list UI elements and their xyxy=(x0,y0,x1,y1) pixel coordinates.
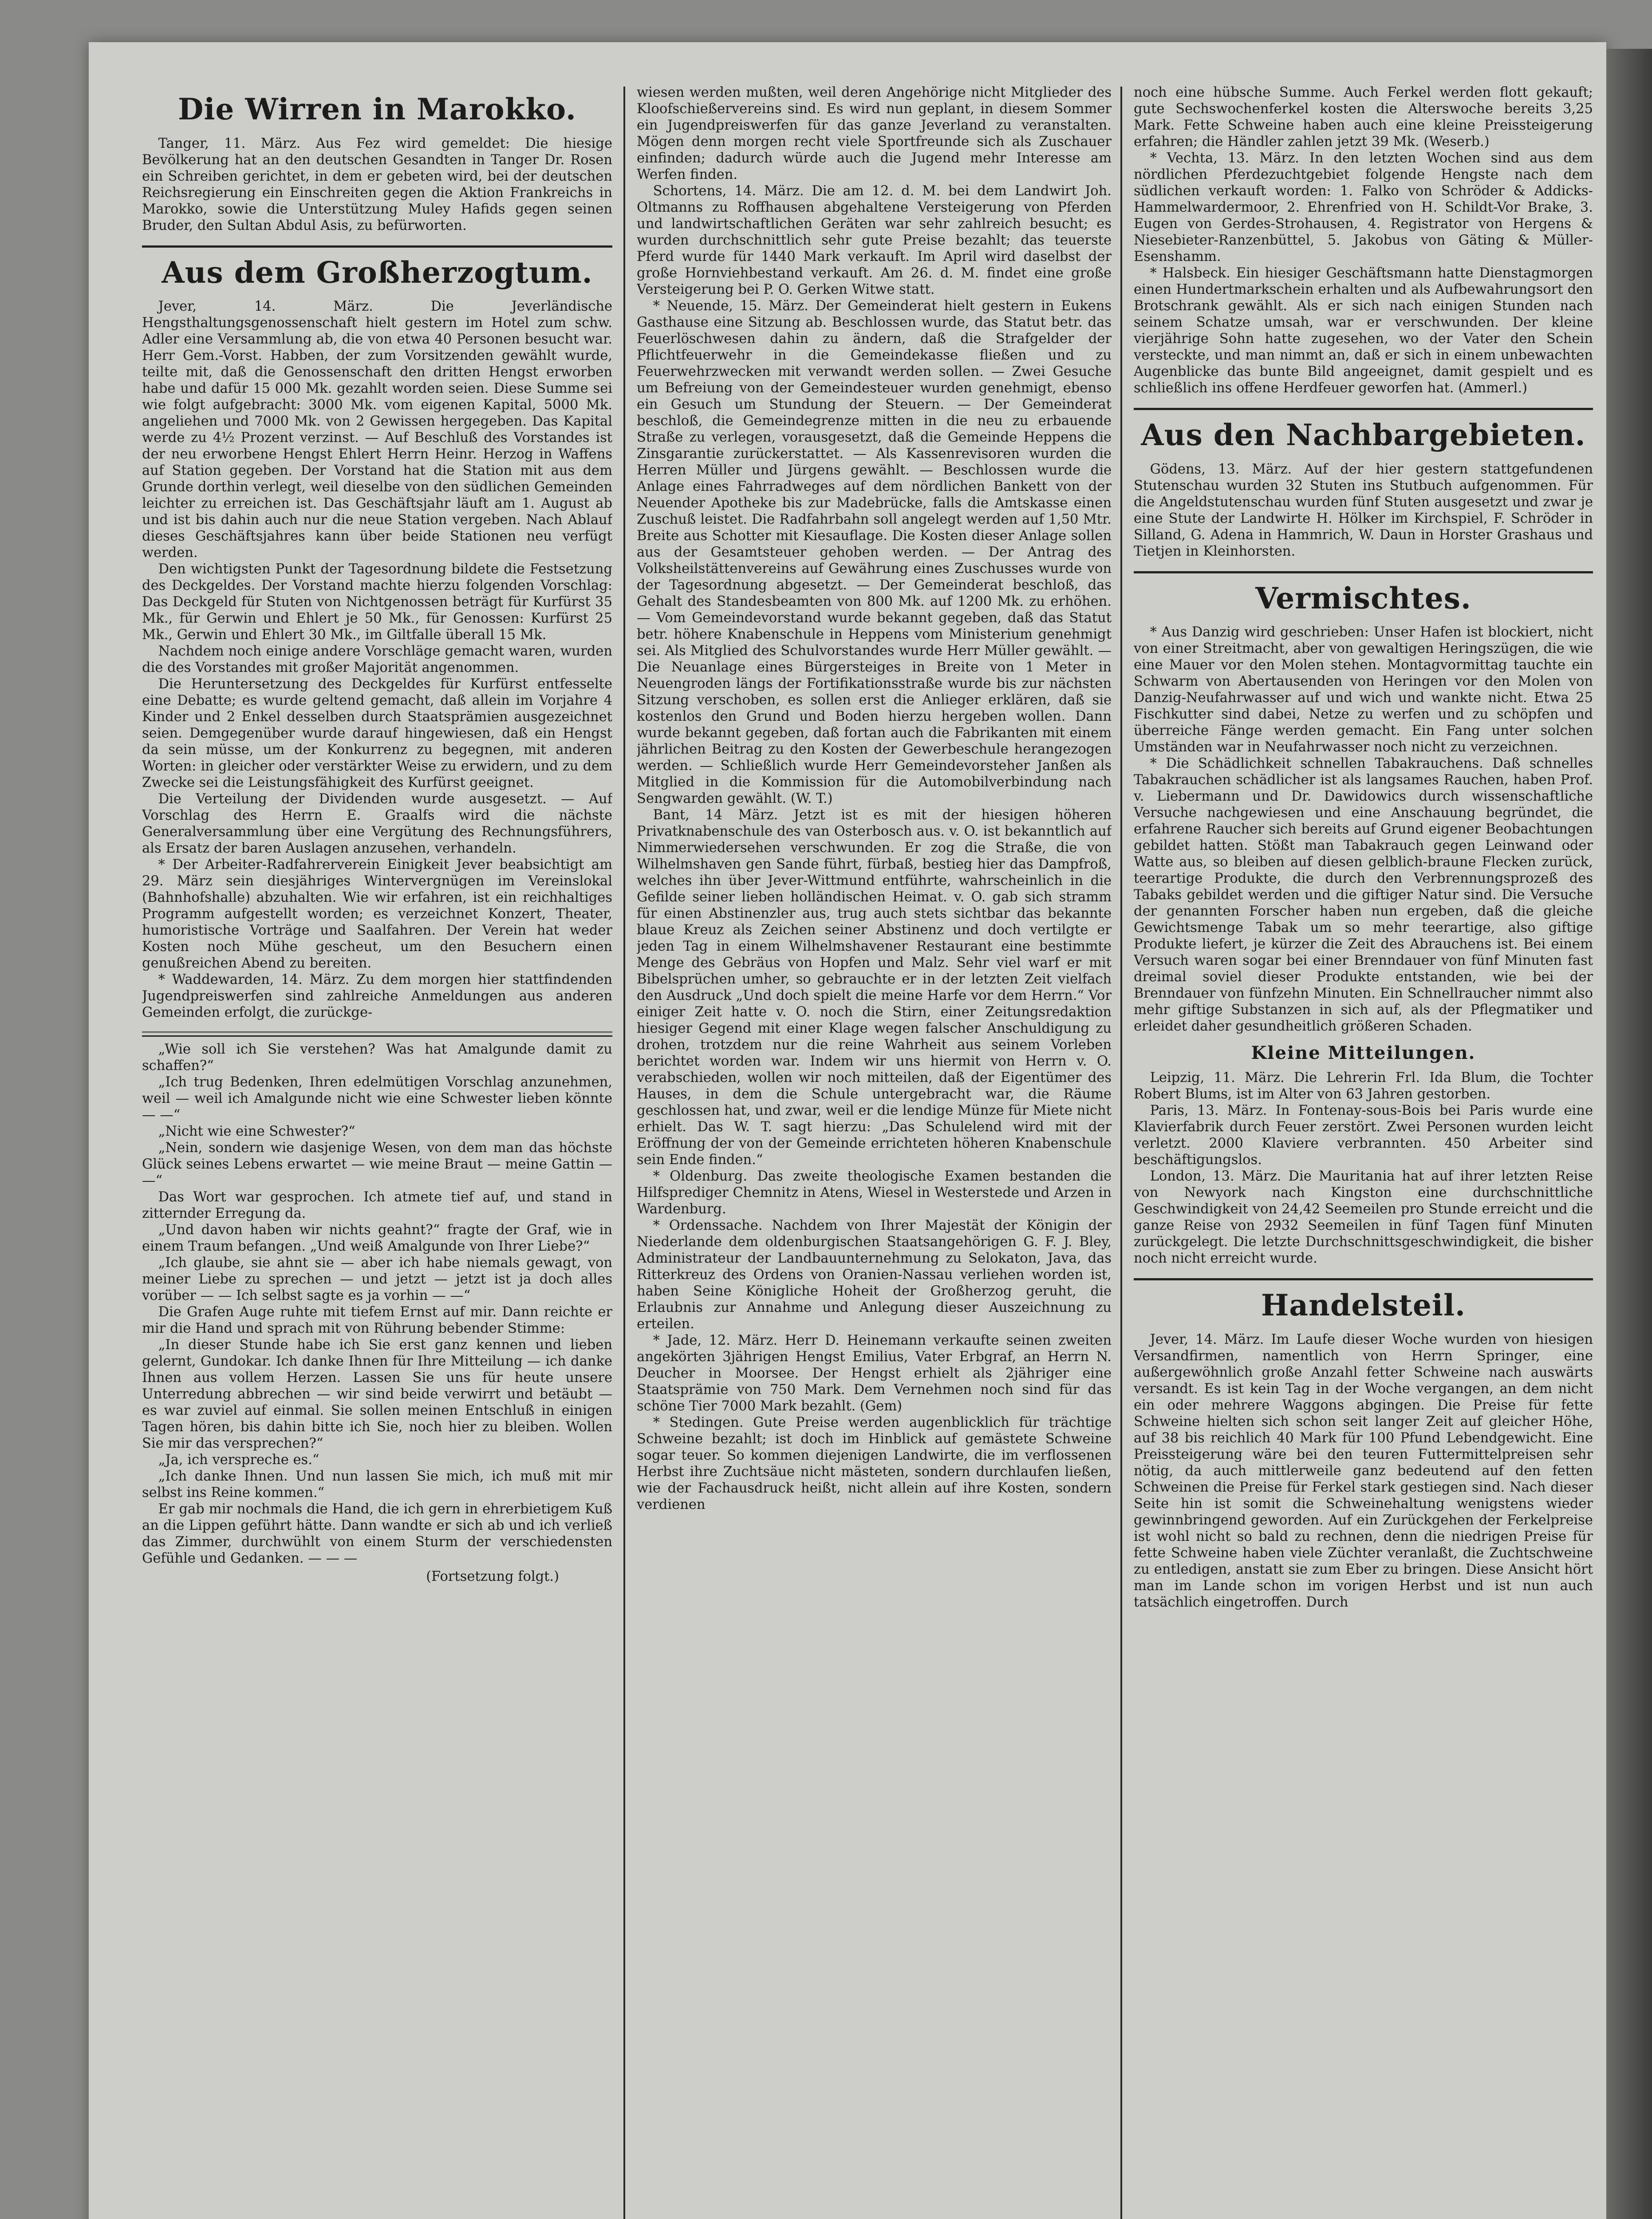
article-deckgeld: Den wichtigsten Punkt der Tagesordnung bildete die Festsetzung des Deckgeldes. Der Vorstand machte hierzu folgenden Vorschlag: Das Deckgeld für Stuten von Nichtgenossen beträgt für Kurfürst 35 Mk., für Gerwin und Ehlert je 50 Mk., für Genossen: Kurfürst 25 Mk., Gerwin und Ehlert 30 Mk., im Giltfalle überall 15 Mk. xyxy=(142,561,612,643)
article-debatte: Die Heruntersetzung des Deckgeldes für Kurfürst entfesselte eine Debatte; es wurde geltend gemacht, daß allein im Vorjahre 4 Kinder und 2 Enkel desselben durch Staatsprämien ausgezeichnet seien. Demgegenüber wurde darauf hingewiesen, daß ein Hengst da sein müsse, um der Konkurrenz zu begegnen, mit anderen Worten: in gleicher oder verstärkter Weise zu erwidern, und zu dem Zwecke sei die Leistungsfähigkeit des Kurfürst geeignet. xyxy=(142,676,612,791)
article-jever-hengst: Jever, 14. März. Die Jeverländische Hengsthaltungsgenossenschaft hielt gestern im Hotel zum schw. Adler eine Versammlung ab, die von etwa 40 Personen besucht war. Herr Gem.-Vorst. Habben, der zum Vorsitzenden gewählt wurde, teilte mit, daß die Genossenschaft den dritten Hengst erworben habe und dafür 15 000 Mk. gezahlt worden seien. Diese Summe sei wie folgt aufgebracht: 3000 Mk. vom eigenen Kapital, 5000 Mk. angeliehen und 7000 Mk. von 2 Gewissen hergegeben. Das Kapital werde zu 4½ Prozent verzinst. — Auf Beschluß des Vorstandes ist der neu erworbene Hengst Ehlert Herrn Heinr. Herzog in Waffens auf Station gegeben. Der Vorstand hat die Station mit aus dem Grunde dorthin verlegt, weil dieselbe von den südlichen Gemeinden leichter zu erreichen ist. Das Geschäftsjahr läuft am 1. August ab und ist bis dahin auch nur die neue Station vergeben. Nach Ablauf dieses Geschäftsjahres kann über beide Stationen neu verfügt werden. xyxy=(142,299,612,561)
article-goedens: Gödens, 13. März. Auf der hier gestern stattgefundenen Stutenschau wurden 32 Stuten ins Stutbuch aufgenommen. Für die Angeldstutenschau wurden fünf Stuten ausgesetzt und zwar je eine Stute der Landwirte H. Hölker im Kirchspiel, F. Schröder in Silland, G. Adena in Hammrich, W. Daun in Horster Grashaus und Tietjen in Kleinhorsten. xyxy=(1134,461,1593,559)
feuilleton-divider xyxy=(142,1031,612,1037)
story-paragraph: „Ich danke Ihnen. Und nun lassen Sie mich, ich muß mit mir selbst ins Reine kommen.“ xyxy=(142,1469,612,1501)
heading-nachbargebiete: Aus den Nachbargebieten. xyxy=(1141,418,1586,452)
article-schortens: Schortens, 14. März. Die am 12. d. M. bei dem Landwirt Joh. Oltmanns zu Roffhausen abgehaltene Versteigerung von Pferden und landwirtschaftlichen Geräten war sehr zahlreich besucht; es wurden durchschnittlich sehr gute Preise bezahlt; das teuerste Pferd wurde für 1440 Mark verkauft. Im April wird daselbst der große Hornviehbestand verkauft. Am 26. d. M. findet eine große Versteigerung bei P. O. Gerken Witwe statt. xyxy=(637,183,1112,297)
heading-grossherzogtum: Aus dem Großherzogtum. xyxy=(162,255,593,290)
article-dividenden: Die Verteilung der Dividenden wurde ausgesetzt. — Auf Vorschlag des Herrn E. Graalfs wird die nächste Generalversammlung über eine Vergütung des Rechnungsführers, als Ersatz der baren Auslagen anzusehen, verhandeln. xyxy=(142,791,612,857)
section-divider xyxy=(142,245,612,248)
article-bant: Bant, 14 März. Jetzt ist es mit der hiesigen höheren Privatknabenschule des van Osterbosch aus. v. O. ist bekanntlich auf Nimmerwiedersehen verschwunden. Er zog die Straße, die von Wilhelmshaven gen Sande führt, fürbaß, bestieg hier das Dampfroß, welches ihn über Jever-Wittmund entführte, wahrscheinlich in die Gefilde seiner lieben holländischen Heimat. v. O. gab sich stramm für einen Abstinenzler aus, trug auch stets sichtbar das bekannte blaue Kreuz als Zeichen seiner Abstinenz und doch vertilgte er jeden Tag in einem Wilhelmshavener Restaurant eine bestimmte Menge des Gebräus von Hopfen und Malz. Sehr viel warf er mit Bibelsprüchen umher, so gebrauchte er in der letzten Zeit vielfach den Ausdruck „Und doch spielt die meine Harfe vor dem Herrn.“ Vor einiger Zeit hatte v. O. noch die Stirn, einer Zeitungsredaktion hiesiger Gegend mit einer Klage wegen falscher Anschuldigung zu drohen, trotzdem nur die reine Wahrheit aus seinem Vorleben berichtet worden war. Indem wir uns hiermit von Herrn v. O. verabschieden, wollen wir noch mitteilen, daß der Eigentümer des Hauses, in dem die Schule untergebracht war, die Räume geschlossen hat, und zwar, weil er die lendige Münze für Miete nicht erhielt. Das W. T. sagt hierzu: „Das Schulelend wird mit der Eröffnung der von der Gemeinde errichteten höheren Knabenschule sein Ende finden.“ xyxy=(637,807,1112,1168)
article-neuende: * Neuende, 15. März. Der Gemeinderat hielt gestern in Eukens Gasthause eine Sitzung ab. Beschlossen wurde, das Statut betr. das Feuerlöschwesen dahin zu ändern, daß die Strafgelder der Pflichtfeuerwehr in die Gemeindekasse fließen und zu Feuerwehrzwecken mit verwandt werden sollen. — Zwei Gesuche um Befreiung von der Gemeindesteuer wurden genehmigt, ebenso ein Gesuch um Stundung der Steuern. — Der Gemeinderat beschloß, die Gemeindegrenze mitten in die neu zu erbauende Straße zu verlegen, vorausgesetzt, daß die Gemeinde Heppens die Zinsgarantie zurückerstattet. — Als Kassenrevisoren wurden die Herren Müller und Jürgens gewählt. — Beschlossen wurde die Anlage eines Fahrradweges auf dem nördlichen Bankett von der Neuender Apotheke bis zur Madebrücke, falls die Amtskasse einen Zuschuß leistet. Die Radfahrbahn soll angelegt werden auf 1,50 Mtr. Breite aus Schotter mit Kiesauflage. Die Kosten dieser Anlage sollen aus der Gesamtsteuer gehoben werden. — Der Antrag des Volksheilstättenvereins auf Gewährung eines Zuschusses wurde von der Tagesordnung abgesetzt. — Der Gemeinderat beschloß, das Gehalt des Standesbeamten von 800 Mk. auf 1200 Mk. zu erhöhen. — Vom Gemeindevorstand wurde bekannt gegeben, daß das Statut betr. höhere Knabenschule in Heppens vom Ministerium genehmigt sei. Als Mitglied des Schulvorstandes wurde Herr Müller gewählt. — Die Neuanlage eines Bürgersteiges in Breite von 1 Meter in Neuengroden längs der Fortifikationsstraße wurde bis zur nächsten Sitzung verschoben, es sollen erst die Anlieger erklären, daß sie kostenlos den Grund und Boden hierzu hergeben wollen. Dann wurde bekannt gegeben, daß fortan auch die Fabrikanten mit einem jährlichen Beitrag zu den Kosten der Gewerbeschule herangezogen werden. — Schließlich wurde Herr Gemeindevorsteher Janßen als Mitglied in die Kommission für die Automobilverbindung nach Sengwarden gewählt. (W. T.) xyxy=(637,298,1112,806)
article-jever-schweine: Jever, 14. März. Im Laufe dieser Woche wurden von hiesigen Versandfirmen, namentlich von Herrn Springer, eine außergewöhnlich große Anzahl fetter Schweine nach auswärts versandt. Es ist kein Tag in der Woche vergangen, an dem nicht ein oder mehrere Waggons abgingen. Die Preise für fette Schweine hielten sich schon seit langer Zeit auf gleicher Höhe, auf 38 bis reichlich 40 Mark für 100 Pfund Lebendgewicht. Eine Preissteigerung wäre bei den teuren Futtermittelpreisen sehr nötig, da auch mittlerweile ganz bedeutend auf den fetten Schweinen die Preise für Ferkel stark gestiegen sind. Nach dieser Seite hin ist somit die Schweinehaltung wenigstens wieder gewinnbringend geworden. Auf ein Zurückgehen der Ferkelpreise ist wohl nicht so bald zu rechnen, denn die niedrigen Preise für fette Schweine haben viele Züchter veranlaßt, die Zuchtschweine zu entledigen, anstatt sie zum Eber zu bringen. Diese Ansicht hört man im Lande schon im vorigen Herbst und ist nun auch tatsächlich eingetroffen. Durch xyxy=(1134,1331,1593,1610)
article-tabakrauchen: * Die Schädlichkeit schnellen Tabakrauchens. Daß schnelles Tabakrauchen schädlicher ist als langsames Rauchen, haben Prof. v. Liebermann und Dr. Dawidowics durch wissenschaftliche Versuche nachgewiesen und eine Anschauung begründet, die erfahrene Raucher sich bereits auf Grund eigener Beobachtungen gebildet hatten. Stößt man Tabakrauch gegen Leinwand oder Watte aus, so bleiben auf diesen gelblich-braune Flecken zurück, teerartige Produkte, die durch den Verbrennungsprozeß des Tabaks gebildet werden und die giftiger Natur sind. Die Versuche der genannten Forscher haben nun ergeben, daß die gleiche Gewichtsmenge Tabak um so mehr teerartige, also giftige Produkte liefert, je kürzer die Zeit des Abrauchens ist. Bei einem Versuch waren sogar bei einer Brenndauer von fünf Minuten fast dreimal soviel dieser Produkte entstanden, wie bei der Brenndauer von fünfzehn Minuten. Ein Schnellraucher nimmt also mehr giftige Substanzen in sich auf, als der Pflegmatiker und erleidet daher gesundheitlich größeren Schaden. xyxy=(1134,756,1593,1034)
story-paragraph: Er gab mir nochmals die Hand, die ich gern in ehrerbietigem Kuß an die Lippen geführt hätte. Dann wandte er sich ab und ich verließ das Zimmer, durchwühlt von einem Sturm der verschiedensten Gefühle und Gedanken. — — — xyxy=(142,1501,612,1567)
story-paragraph: „In dieser Stunde habe ich Sie erst ganz kennen und lieben gelernt, Gundokar. Ich danke Ihnen für Ihre Mitteilung — ich danke Ihnen aus vollem Herzen. Lassen Sie uns für heute unsere Unterredung abbrechen — wir sind beide verwirrt und betäubt — es war zuviel auf einmal. Sie sollen meinen Entschluß in einigen Tagen hören, bis dahin bitte ich Sie, noch hier zu bleiben. Wollen Sie mir das versprechen?“ xyxy=(142,1337,612,1452)
section-divider xyxy=(1134,1278,1593,1280)
article-vorschlaege: Nachdem noch einige andere Vorschläge gemacht waren, wurden die des Vorstandes mit großer Majorität angenommen. xyxy=(142,644,612,676)
article-oldenburg: * Oldenburg. Das zweite theologische Examen bestanden die Hilfsprediger Chemnitz in Atens, Wiesel in Westerstede und Arzen in Wardenburg. xyxy=(637,1169,1112,1217)
article-stedingen: * Stedingen. Gute Preise werden augenblicklich für trächtige Schweine bezahlt; ist doch im Hinblick auf gemästete Schweine sogar teuer. So kommen diejenigen Landwirte, die im verflossenen Herbst ihre Zuchtsäue nicht mästeten, sondern durchlaufen ließen, wie der Fachausdruck heißt, nicht allein auf ihre Kosten, sondern verdienen xyxy=(637,1415,1112,1512)
story-paragraph: Das Wort war gesprochen. Ich atmete tief auf, und stand in zitternder Erregung da. xyxy=(142,1189,612,1222)
heading-marokko: Die Wirren in Marokko. xyxy=(178,92,576,126)
column-2 xyxy=(637,84,1112,2219)
article-waddewarden: * Waddewarden, 14. März. Zu dem morgen hier stattfindenden Jugendpreiswerfen sind zahlreiche Anmeldungen aus anderen Gemeinden erfolgt, die zurückge- xyxy=(142,972,612,1021)
article-marokko: Tanger, 11. März. Aus Fez wird gemeldet: Die hiesige Bevölkerung hat an den deutschen Gesandten in Tanger Dr. Rosen ein Schreiben gerichtet, in dem er gebeten wird, bei der deutschen Reichsregierung ein Einschreiten gegen die Aktion Frankreichs in Marokko, sowie die Unterstützung Muley Hafids gegen seinen Bruder, den Sultan Abdul Asis, zu befürworten. xyxy=(142,135,612,233)
column-3 xyxy=(1134,84,1593,2219)
section-divider xyxy=(1134,571,1593,573)
article-continuation: wiesen werden mußten, weil deren Angehörige nicht Mitglieder des Kloofschießervereins sind. Es wird nun geplant, in diesem Sommer ein Jugendpreiswerfen für das ganze Jeverland zu veranstalten. Mögen denn morgen recht viele Sportfreunde sich als Zuschauer einfinden; dadurch würde auch die Jugend mehr Interesse am Werfen finden. xyxy=(637,85,1112,182)
article-radfahrerverein: * Der Arbeiter-Radfahrerverein Einigkeit Jever beabsichtigt am 29. März sein diesjähriges Wintervergnügen im Vereinslokal (Bahnhofshalle) abzuhalten. Wie wir erfahren, ist ein reichhaltiges Programm aufgestellt worden; es verzeichnet Konzert, Theater, humoristische Vorträge und Saalfahren. Der Verein hat weder Kosten noch Mühe gescheut, um den Besuchern einen genußreichen Abend zu bereiten. xyxy=(142,857,612,971)
story-paragraph: „Ich trug Bedenken, Ihren edelmütigen Vorschlag anzunehmen, weil — weil ich Amalgunde nicht wie eine Schwester lieben könnte — —“ xyxy=(142,1074,612,1123)
article-paris: Paris, 13. März. In Fontenay-sous-Bois bei Paris wurde eine Klavierfabrik durch Feuer zerstört. Zwei Personen wurden leicht verletzt. 2000 Klaviere verbrannten. 450 Arbeiter sind beschäftigungslos. xyxy=(1134,1103,1593,1168)
heading-vermischtes: Vermischtes. xyxy=(1255,580,1471,616)
story-paragraph: „Nicht wie eine Schwester?“ xyxy=(158,1124,355,1140)
article-leipzig: Leipzig, 11. März. Die Lehrerin Frl. Ida Blum, die Tochter Robert Blums, ist im Alter von 63 Jahren gestorben. xyxy=(1134,1070,1593,1102)
article-danzig: * Aus Danzig wird geschrieben: Unser Hafen ist blockiert, nicht von einer Streitmacht, aber von gewaltigen Heringszügen, die wie eine Mauer vor den Molen stehen. Montagvormittag tauchte ein Schwarm von Abertausenden von Heringen vor den Molen von Danzig-Neufahrwasser auf und wich und wankte nicht. Etwa 25 Fischkutter sind dabei, Netze zu werfen und zu schöpfen und überreiche Fänge werden gemacht. Ein Fang unter solchen Umständen war in Neufahrwasser noch nicht zu verzeichnen. xyxy=(1134,624,1593,755)
story-paragraph: „Nein, sondern wie dasjenige Wesen, von dem man das höchste Glück seines Lebens erwartet — wie meine Braut — meine Gattin — —“ xyxy=(142,1140,612,1189)
column-1 xyxy=(142,84,612,2219)
column-rule-1 xyxy=(623,87,625,2219)
page-edge xyxy=(1606,49,1652,2219)
story-paragraph: „Ich glaube, sie ahnt sie — aber ich habe niemals gewagt, von meiner Liebe zu sprechen — und jetzt — jetzt ist ja doch alles vorüber — — Ich selbst sagte es ja vorhin — —“ xyxy=(142,1255,612,1304)
continuation-note: (Fortsetzung folgt.) xyxy=(426,1569,559,1585)
article-jade: * Jade, 12. März. Herr D. Heinemann verkaufte seinen zweiten angekörten 3jährigen Hengst Emilius, Vater Erbgraf, an Herrn N. Deucher in Moorsee. Der Hengst erhielt als 2jähriger eine Staatsprämie von 750 Mark. Dem Vernehmen noch sind für das schöne Tier 7000 Mark bezahlt. (Gem) xyxy=(637,1333,1112,1414)
article-london: London, 13. März. Die Mauritania hat auf ihrer letzten Reise von Newyork nach Kingston eine durchschnittliche Geschwindigkeit von 24,42 Seemeilen pro Stunde erreicht und die ganze Reise von 2932 Seemeilen in fünf Tagen fünf Minuten zurückgelegt. Die letzte Durchschnittsgeschwindigkeit, die bisher noch nicht erreicht wurde. xyxy=(1134,1169,1593,1267)
article-vechta: * Vechta, 13. März. In den letzten Wochen sind aus dem nördlichen Pferdezuchtgebiet folgende Hengste nach dem südlichen verkauft worden: 1. Falko von Schröder & Addicks-Hammelwardermoor, 2. Ehrenfried von H. Schildt-Vor Brake, 3. Eugen von Gerdes-Strohausen, 4. Registrator von Hergens & Niesebieter-Ranzenbüttel, 5. Jakobus von Gäting & Müller-Esenshamm. xyxy=(1134,150,1593,265)
story-paragraph: „Ja, ich verspreche es.“ xyxy=(158,1452,319,1468)
section-divider xyxy=(1134,408,1593,410)
column-rule-2 xyxy=(1120,87,1122,2219)
story-paragraph: „Wie soll ich Sie verstehen? Was hat Amalgunde damit zu schaffen?“ xyxy=(142,1042,612,1074)
article-ordenssache: * Ordenssache. Nachdem von Ihrer Majestät der Königin der Niederlande dem oldenburgischen Staatsangehörigen G. F. J. Bley, Administrateur der Landbauunternehmung zu Selokaton, Java, das Ritterkreuz des Ordens von Oranien-Nassau verliehen worden ist, haben Seine Königliche Hoheit der Großherzog geruht, die Erlaubnis zur Annahme und Anlegung dieser Auszeichnung zu erteilen. xyxy=(637,1218,1112,1332)
article-halsbeck: * Halsbeck. Ein hiesiger Geschäftsmann hatte Dienstagmorgen einen Hundertmarkschein erhalten und als Aufbewahrungsort den Brotschrank gewählt. Als er sich nach einigen Stunden nach seinem Schatze umsah, war er verschwunden. Der kleine vierjährige Sohn hatte zugesehen, wo der Vater den Schein versteckte, und man nimmt an, daß er sich in einem unbewachten Augenblicke das bunte Bild angeeignet, damit gespielt und es schließlich ins offene Herdfeuer geworfen hat. (Ammerl.) xyxy=(1134,265,1593,396)
article-continuation: noch eine hübsche Summe. Auch Ferkel werden flott gekauft; gute Sechswochenferkel kosten die Alterswoche bereits 3,25 Mark. Fette Schweine haben auch eine kleine Preissteigerung erfahren; die Händler zahlen jetzt 39 Mk. (Weserb.) xyxy=(1134,85,1593,150)
heading-kleine-mitteilungen: Kleine Mitteilungen. xyxy=(1251,1042,1476,1064)
newspaper-page xyxy=(89,42,1606,2219)
heading-handelsteil: Handelsteil. xyxy=(1261,1288,1466,1323)
story-paragraph: „Und davon haben wir nichts geahnt?“ fragte der Graf, wie in einem Traum befangen. „Und weiß Amalgunde von Ihrer Liebe?“ xyxy=(142,1222,612,1255)
story-paragraph: Die Grafen Auge ruhte mit tiefem Ernst auf mir. Dann reichte er mir die Hand und sprach mit von Rührung bebender Stimme: xyxy=(142,1304,612,1337)
